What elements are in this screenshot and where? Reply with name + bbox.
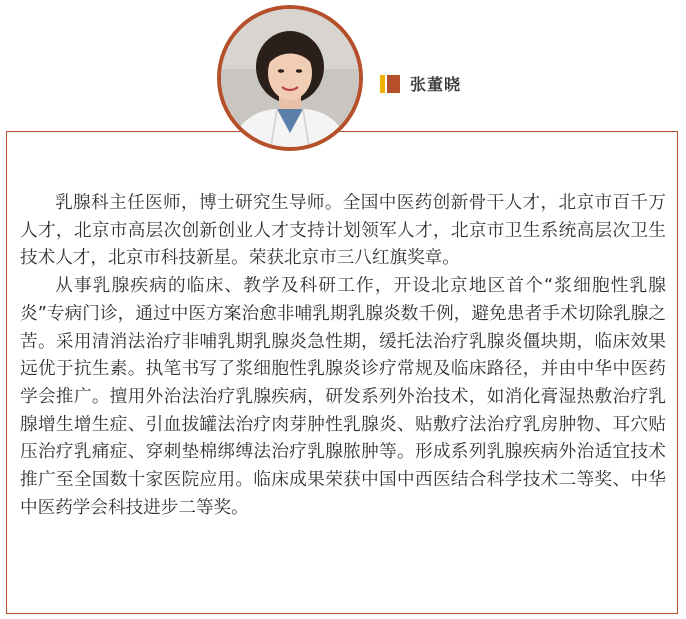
bio-text bbox=[20, 190, 666, 522]
name-tag bbox=[380, 72, 461, 95]
bio-paragraph-clinical-work: 从事乳腺疾病的临床、教学及科研工作，开设北京地区首个“浆细胞性乳腺炎”专病门诊，通过中医方案治愈非哺乳期乳腺炎数千例，避免患者手术切除乳腺之苦。采用清消法治疗非哺乳期乳腺炎急性期，缓托法治疗乳腺炎僵块期，临床效果远优于抗生素。执笔书写了浆细胞性乳腺炎诊疗常规及临床路径，并由中华中医药学会推广。擅用外治法治疗乳腺疾病，研发系列外治技术，如消化膏湿热敷治疗乳腺增生增生症、引血拔罐法治疗肉芽肿性乳腺炎、贴敷疗法治疗乳房肿物、耳穴贴压治疗乳痛症、穿刺垫棉绑缚法治疗乳腺脓肿等。形成系列乳腺疾病外治适宜技术推广至全国数十家医院应用。临床成果荣获中国中西医结合科学技术二等奖、中华中医药学会科技进步二等奖。 bbox=[20, 276, 666, 518]
portrait-photo bbox=[217, 5, 363, 151]
doctor-name: 张董晓 bbox=[410, 75, 462, 94]
name-marker-icon bbox=[380, 75, 400, 93]
doctor-portrait-icon bbox=[221, 9, 359, 147]
bio-paragraph-credentials: 乳腺科主任医师，博士研究生导师。全国中医药创新骨干人才，北京市百千万人才，北京市高层次创新创业人才支持计划领军人才，北京市卫生系统高层次卫生技术人才，北京市科技新星。荣获北京市三八红旗奖章。 bbox=[20, 193, 666, 269]
